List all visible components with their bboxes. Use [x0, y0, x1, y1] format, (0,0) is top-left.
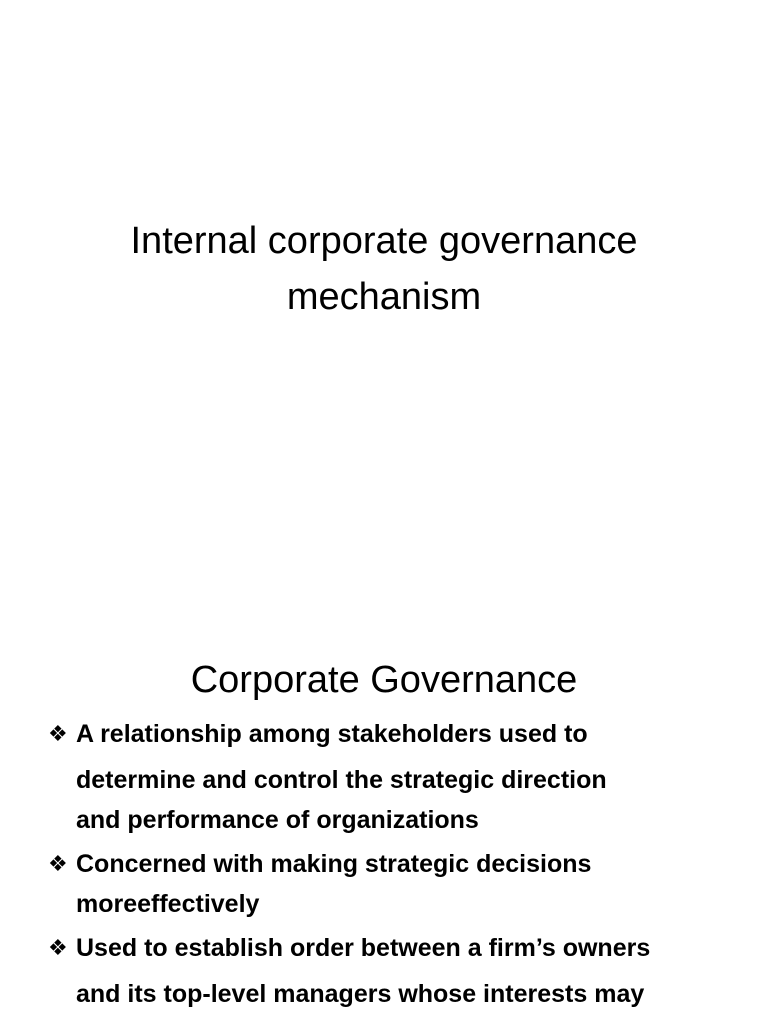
bullet-text-line: determine and control the strategic direction	[76, 766, 607, 794]
bullet-text-line: and its top-level managers whose interests may	[76, 980, 645, 1008]
bullet-text-line: and performance of organizations	[76, 806, 479, 834]
bullet-text-line: A relationship among stakeholders used to	[76, 720, 588, 748]
slide-title-heading	[40, 213, 728, 325]
bullet-item	[46, 844, 746, 924]
diamond-bullet-icon: ❖	[48, 851, 68, 876]
bullet-item	[46, 928, 746, 1014]
slide-title-line-1: Internal corporate governance	[130, 220, 638, 263]
diamond-bullet-icon: ❖	[48, 935, 68, 960]
diamond-bullet-icon: ❖	[48, 721, 68, 746]
slide-title-line-2: mechanism	[286, 276, 482, 319]
slide-corporate-governance	[0, 576, 768, 1024]
bullet-text-line: Used to establish order between a firm’s owners	[76, 934, 651, 962]
slide-heading: Corporate Governance	[190, 658, 578, 701]
bullet-text-line: moreeffectively	[76, 890, 260, 918]
bullet-text-line: Concerned with making strategic decisions	[76, 850, 592, 878]
bullet-item	[46, 714, 746, 840]
bullet-list	[46, 714, 746, 1018]
